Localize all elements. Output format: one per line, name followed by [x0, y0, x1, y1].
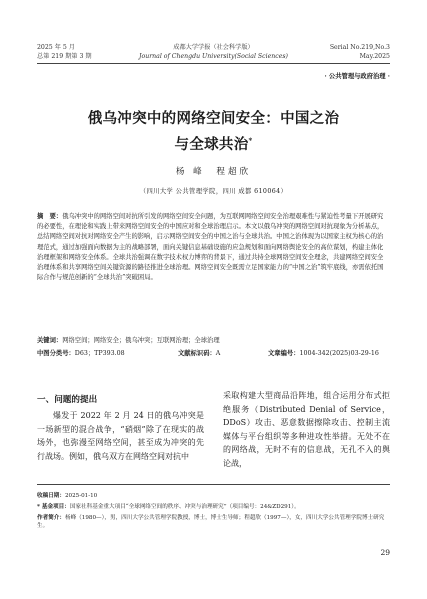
article-title-line1: 俄乌冲突中的网络空间安全：中国之治 — [87, 110, 340, 127]
section-heading: 一、问题的提出 — [37, 395, 98, 405]
author-bio-label: 作者简介： — [37, 515, 65, 521]
abstract-text: 俄乌冲突中的网络空间对抗所引发的网络空间安全问题，为互联网网络空间安全治理艰难性与紧迫性考量下开展研究的必要性，在理论和实践上带来网络空间安全的中国应对和全球治理启示。本文以俄乌冲突的网络空间对抗现象为分析基点，总结网络空间对抗对网络安全产生的影响，启示网络空间安全的中国之治与全球共治。中国之治体现为以国家主权为核心的治理范式，通过加强面向数据为主的战略部署，面向关键信息基础设施的应急规划和面向网络舆论安全的高位谋划，构建主体化治理框架和网络安全体系。全球共治强调在数字技术权力博弈的背景下，通过共持全球网络空间安全理念，共建网络空间安全治理体系和共享网络空间关键资源的路径推进全球治理。网络空间安全既需立足国家能力的“中国之治”筑牢底线，亦需依托国际合作与规范创新的“全球共治”突破困局。 — [37, 213, 384, 282]
article-number-value: 1004-342(2025)03-29-16 — [299, 350, 379, 357]
received-label: 收稿日期： — [37, 493, 65, 499]
column-tag: · 公共管理与政府治理 · — [324, 73, 390, 80]
keywords-label: 关键词： — [37, 337, 63, 344]
header-rule — [37, 63, 390, 64]
author-bio — [37, 514, 390, 530]
header-serial: Serial No.219,No.3 — [329, 44, 390, 51]
article-number — [268, 348, 379, 357]
received-value: 2025-01-10 — [64, 493, 98, 499]
page-number: 29 — [380, 548, 390, 557]
article-authors: 杨 峰 程超欣 — [175, 167, 252, 177]
header-issue: 总第 219 期第 3 期 — [37, 53, 92, 60]
received-date — [37, 492, 97, 500]
doc-label: 文献标识码： — [178, 350, 216, 357]
article-title-line2 — [37, 132, 390, 153]
article-title-line2-text: 与全球共治 — [174, 135, 249, 153]
header-date: 2025 年 5 月 — [37, 44, 75, 51]
keywords-text: 网络空间；网络安全；俄乌冲突；互联网治理；全球治理 — [62, 337, 220, 344]
fund-note — [37, 503, 390, 511]
abstract — [37, 212, 389, 283]
abstract-label: 摘 要： — [37, 213, 63, 220]
author-bio-text: 杨峰（1980—），男，四川大学公共管理学院教授，博士，博士生导师；程超欣（1997—），女，四川大学公共管理学院博士研究生。 — [37, 515, 385, 529]
fund-text: 国家社科基金重大项目“全球网络空间的秩序、冲突与治理研究”（项目编号：24&ZD291）。 — [69, 504, 300, 510]
body-column-left: 爆发于 2022 年 2 月 24 日的俄乌冲突是一场新型的混合战争，“硝烟”除了在现实的战场外，也弥漫至网络空间，甚至成为冲突的先行战场。例如，俄乌双方在网络空间对抗中 — [37, 411, 204, 461]
header-journal-cn: 成都大学学报（社会科学版） — [173, 44, 254, 51]
title-footnote-mark: * — [248, 136, 253, 145]
article-affiliation: （四川大学 公共管理学院，四川 成都 610064） — [139, 188, 288, 195]
clc-label: 中图分类号： — [37, 350, 75, 357]
footnote-rule — [37, 484, 390, 485]
doc-value: A — [215, 350, 221, 357]
document-code — [178, 348, 220, 357]
header-journal-en: Journal of Chengdu University(Social Sciences) — [139, 53, 288, 60]
fund-label: * 基金项目： — [37, 504, 70, 510]
body-column-right: 采取构建大型商品沿阵地，组合运用分布式拒绝服务（Distributed Denial of Service，DDoS）攻击、恶意数据擦除攻击、控制主流媒体与平台组织等多种进攻性举措。无处不在的网络战，无时不有的信息战，无孔不入的舆论战， — [223, 391, 390, 468]
article-number-label: 文章编号： — [268, 350, 300, 357]
keywords — [37, 335, 220, 344]
header-month: May.2025 — [359, 53, 390, 60]
clc-code — [37, 348, 125, 357]
clc-value: D63；TP393.08 — [74, 350, 125, 357]
